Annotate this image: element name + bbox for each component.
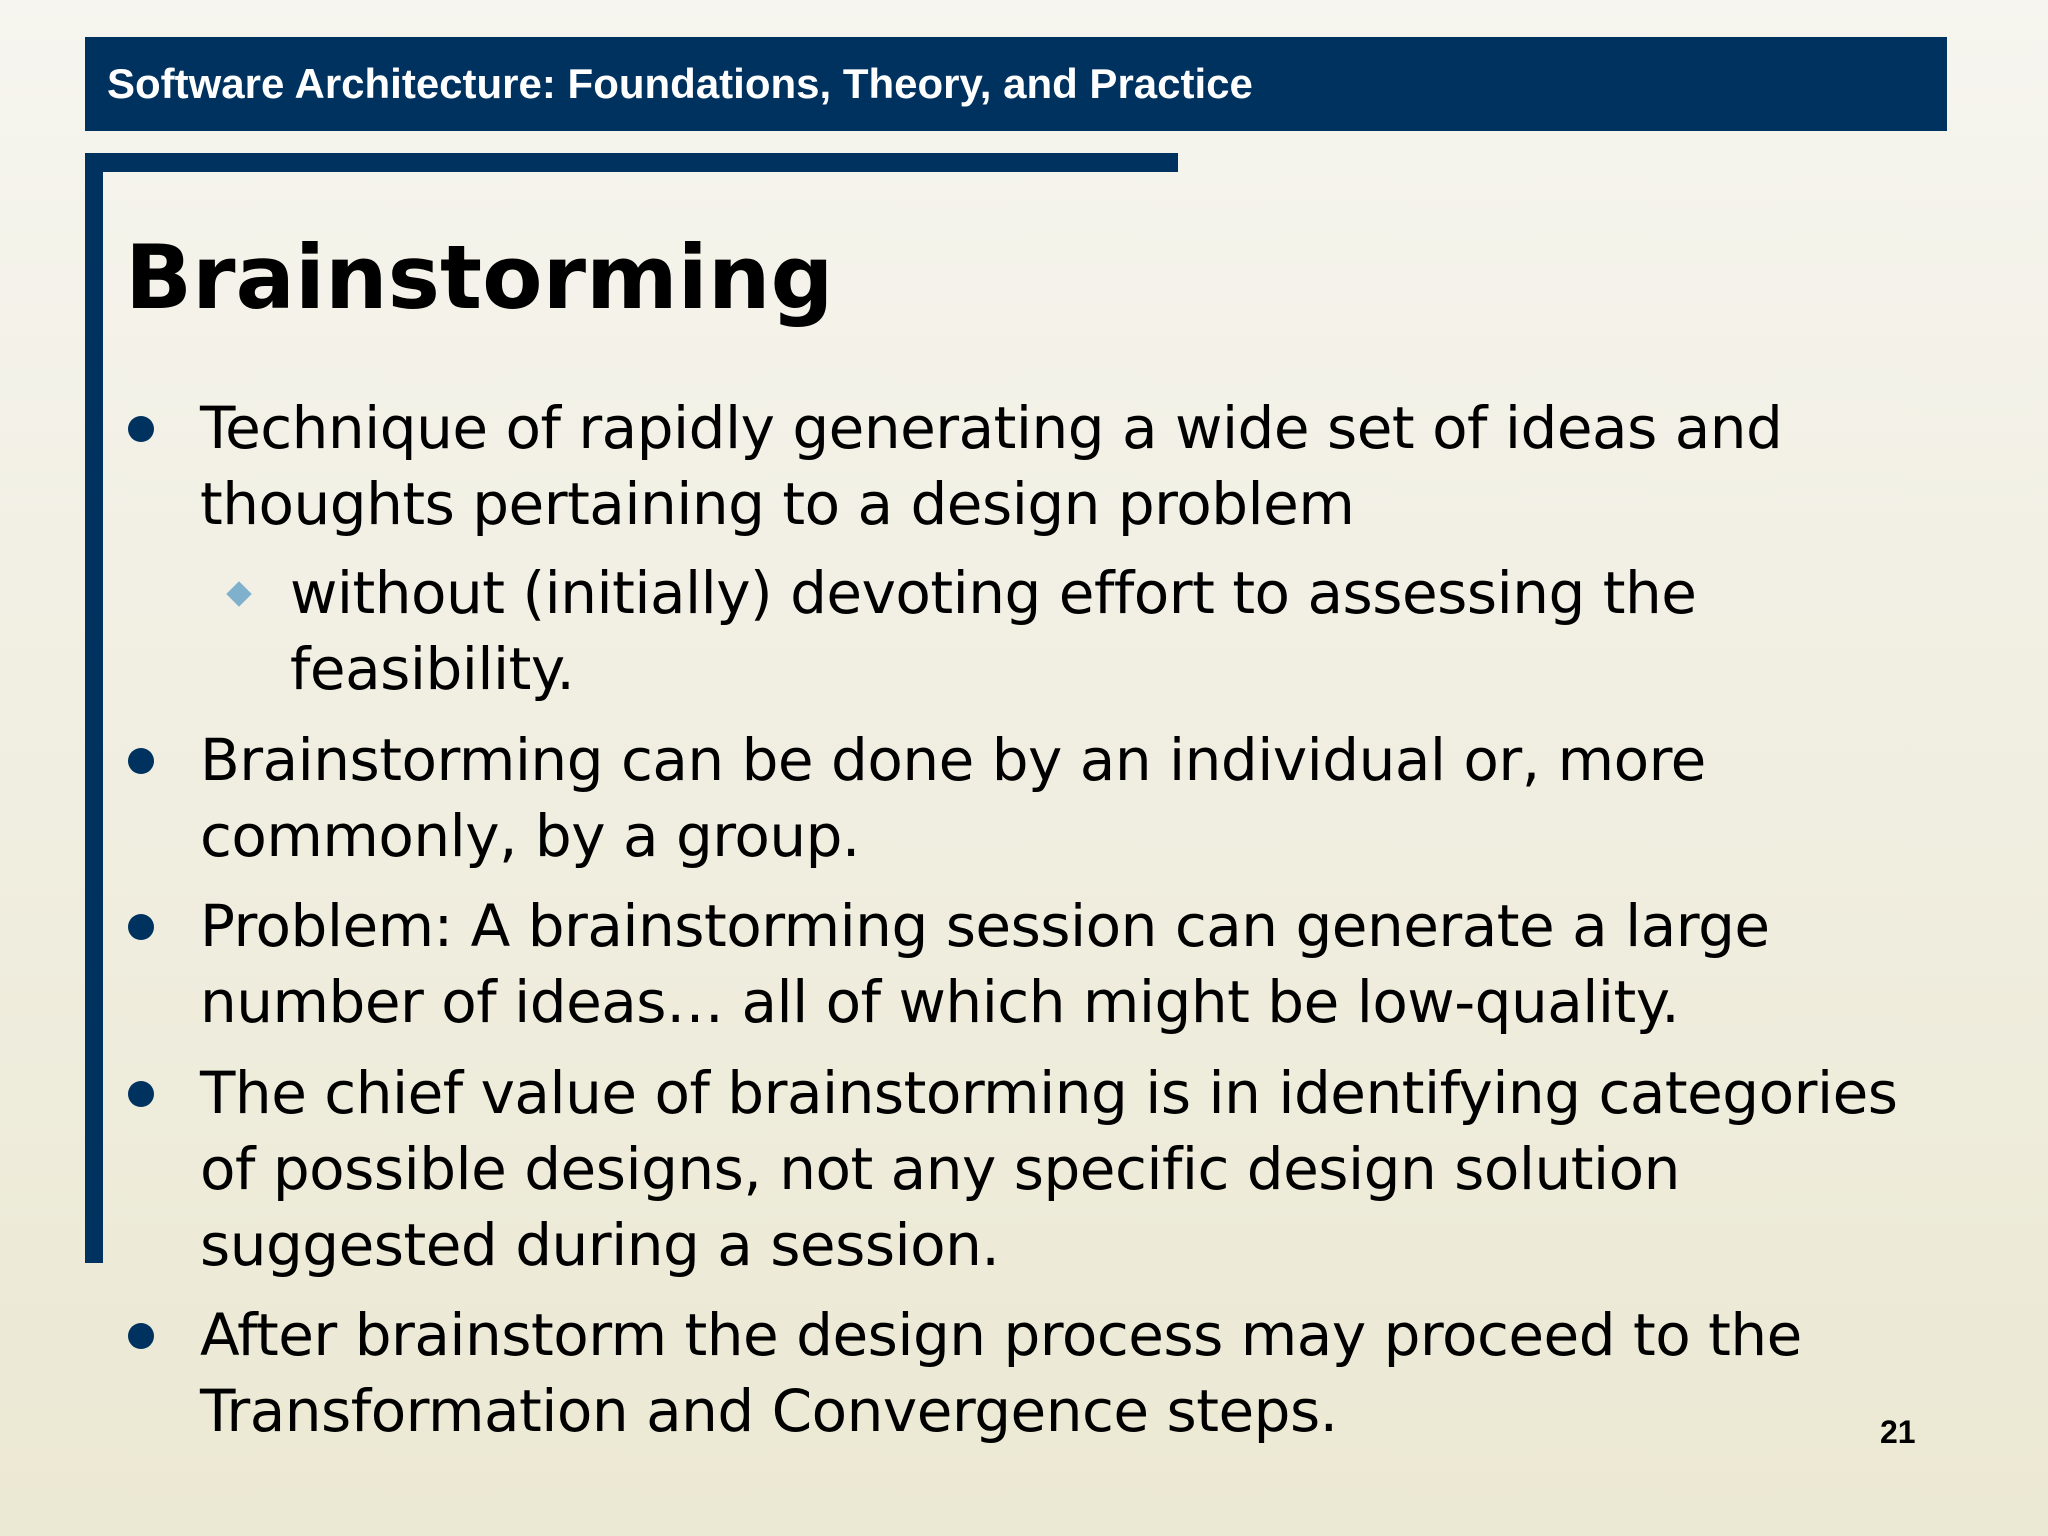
- bullet-item: [200, 888, 1920, 1040]
- bullet-dot-icon: [128, 416, 154, 442]
- sub-bullet-item: [290, 555, 1910, 707]
- sub-bullet-text: without (initially) devoting effort to assessing the feasibility.: [290, 559, 1697, 703]
- page-number: 21: [1880, 1414, 1916, 1450]
- bullet-text: The chief value of brainstorming is in identifying categories of possible designs, not any specific design solution suggested during a session.: [200, 1059, 1898, 1279]
- slide-title: Brainstorming: [125, 226, 834, 329]
- bullet-item: [200, 1297, 1920, 1449]
- bullet-text: Brainstorming can be done by an individual or, more commonly, by a group.: [200, 726, 1706, 870]
- bullet-dot-icon: [128, 1323, 154, 1349]
- header-title: Software Architecture: Foundations, Theory, and Practice: [107, 60, 1253, 107]
- bullet-dot-icon: [128, 748, 154, 774]
- bullet-dot-icon: [128, 914, 154, 940]
- bullet-text: After brainstorm the design process may proceed to the Transformation and Convergence steps.: [200, 1301, 1802, 1445]
- bullet-item: [200, 722, 1920, 874]
- bullet-text: Problem: A brainstorming session can generate a large number of ideas… all of which might be low-quality.: [200, 892, 1770, 1036]
- bullet-item: [200, 1055, 1920, 1283]
- bullet-text: Technique of rapidly generating a wide set of ideas and thoughts pertaining to a design problem: [200, 394, 1783, 538]
- sub-bullet-diamond-icon: [226, 581, 251, 606]
- bullet-dot-icon: [128, 1081, 154, 1107]
- bullet-item: [200, 390, 1920, 542]
